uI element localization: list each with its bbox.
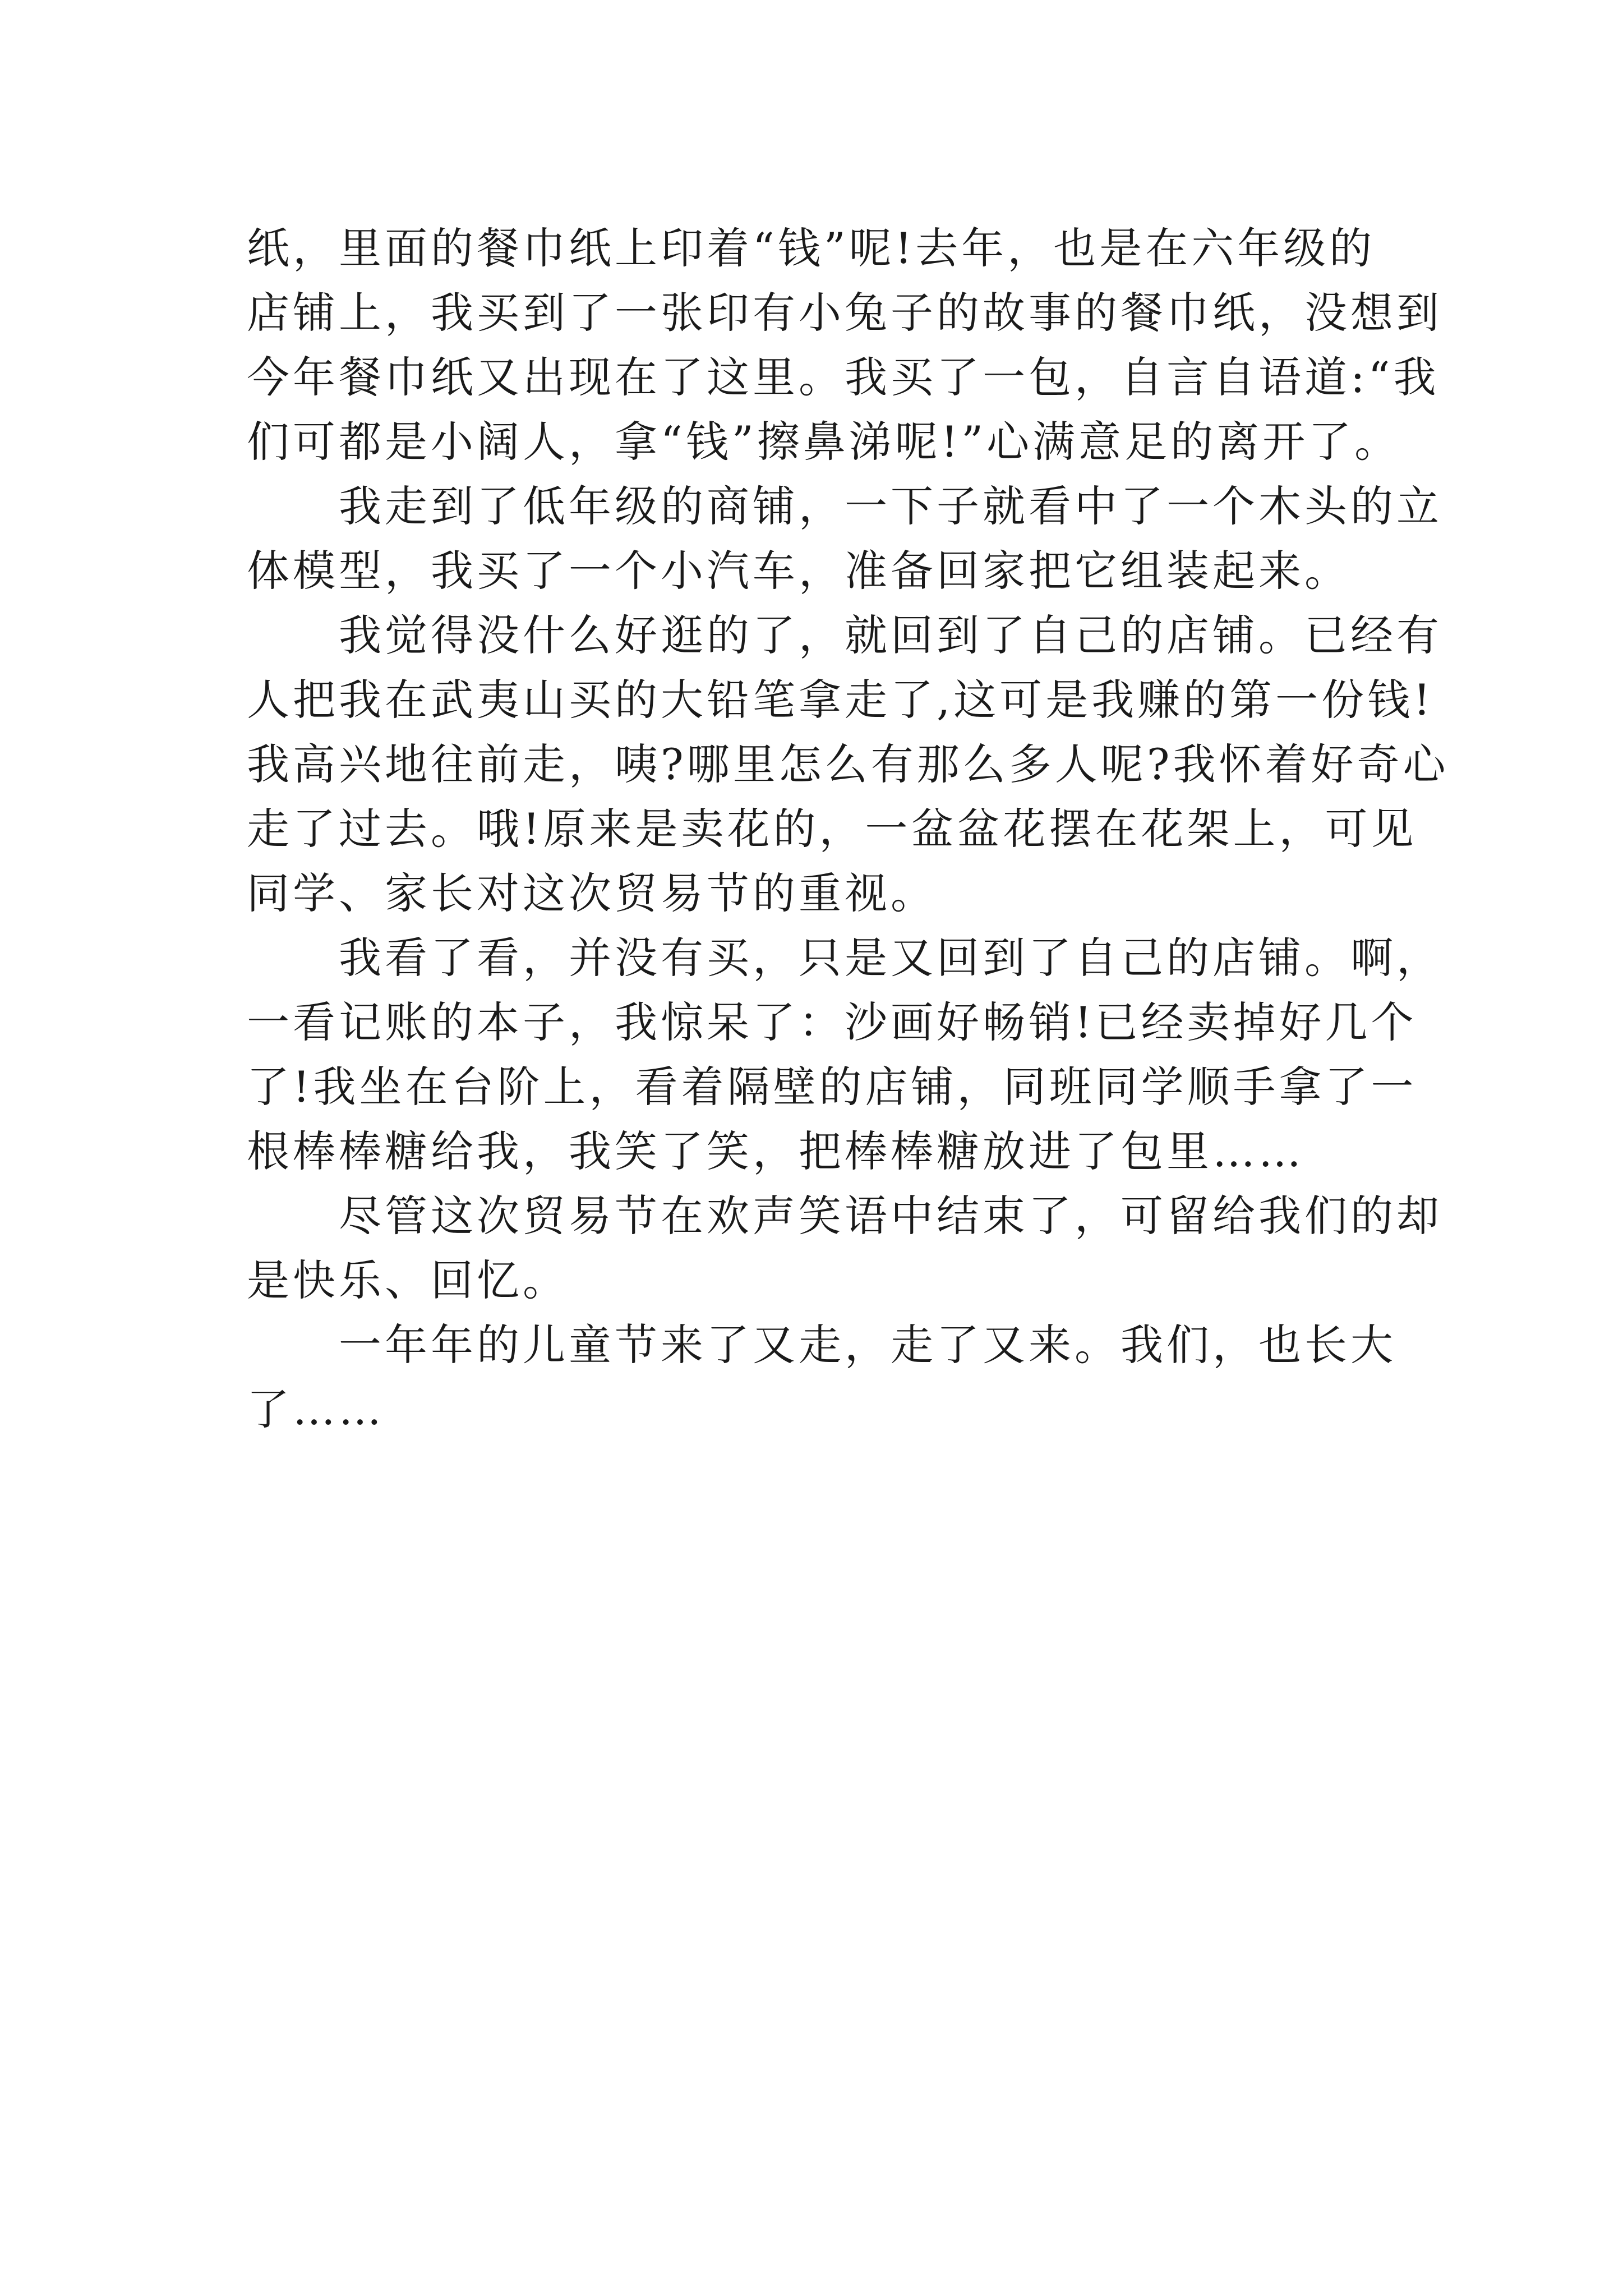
paragraph-3 — [247, 603, 1449, 926]
paragraph-2 — [247, 474, 1442, 603]
text-line: 一看记账的本子，我惊呆了：沙画好畅销!已经卖掉好几个 — [247, 997, 1417, 1047]
text-line: 今年餐巾纸又出现在了这里。我买了一包，自言自语道:“我 — [247, 352, 1440, 402]
text-line: 人把我在武夷山买的大铅笔拿走了,这可是我赚的第一份钱! — [247, 675, 1434, 725]
text-line: 我高兴地往前走，咦?哪里怎么有那么多人呢?我怀着好奇心 — [247, 739, 1449, 789]
text-line: 体模型，我买了一个小汽车，准备回家把它组装起来。 — [247, 546, 1350, 596]
text-line: 了…… — [247, 1384, 385, 1434]
text-line: 尽管这次贸易节在欢声笑语中结束了，可留给我们的却 — [247, 1191, 1442, 1241]
body-text — [247, 216, 1449, 1442]
paragraph-4 — [247, 926, 1442, 1184]
text-line: 我觉得没什么好逛的了，就回到了自己的店铺。已经有 — [247, 610, 1442, 660]
text-line: 走了过去。哦!原来是卖花的，一盆盆花摆在花架上，可见 — [247, 804, 1417, 854]
text-line: 是快乐、回忆。 — [247, 1255, 569, 1305]
text-line: 一年年的儿童节来了又走，走了又来。我们，也长大 — [247, 1320, 1396, 1370]
text-line: 我看了看，并没有买，只是又回到了自己的店铺。啊， — [247, 933, 1442, 983]
paragraph-6 — [247, 1313, 1396, 1442]
text-line: 纸，里面的餐巾纸上印着“钱”呢!去年，也是在六年级的 — [247, 223, 1376, 273]
paragraph-5 — [247, 1184, 1442, 1313]
text-line: 同学、家长对这次贸易节的重视。 — [247, 868, 937, 918]
text-line: 我走到了低年级的商铺，一下子就看中了一个木头的立 — [247, 481, 1442, 531]
text-line: 了!我坐在台阶上，看着隔壁的店铺，同班同学顺手拿了一 — [247, 1062, 1417, 1112]
text-line: 店铺上，我买到了一张印有小兔子的故事的餐巾纸，没想到 — [247, 288, 1442, 338]
text-line: 根棒棒糖给我，我笑了笑，把棒棒糖放进了包里…… — [247, 1126, 1304, 1176]
paragraph-1 — [247, 216, 1442, 474]
text-line: 们可都是小阔人，拿“钱”擦鼻涕呢!”心满意足的离开了。 — [247, 417, 1401, 467]
